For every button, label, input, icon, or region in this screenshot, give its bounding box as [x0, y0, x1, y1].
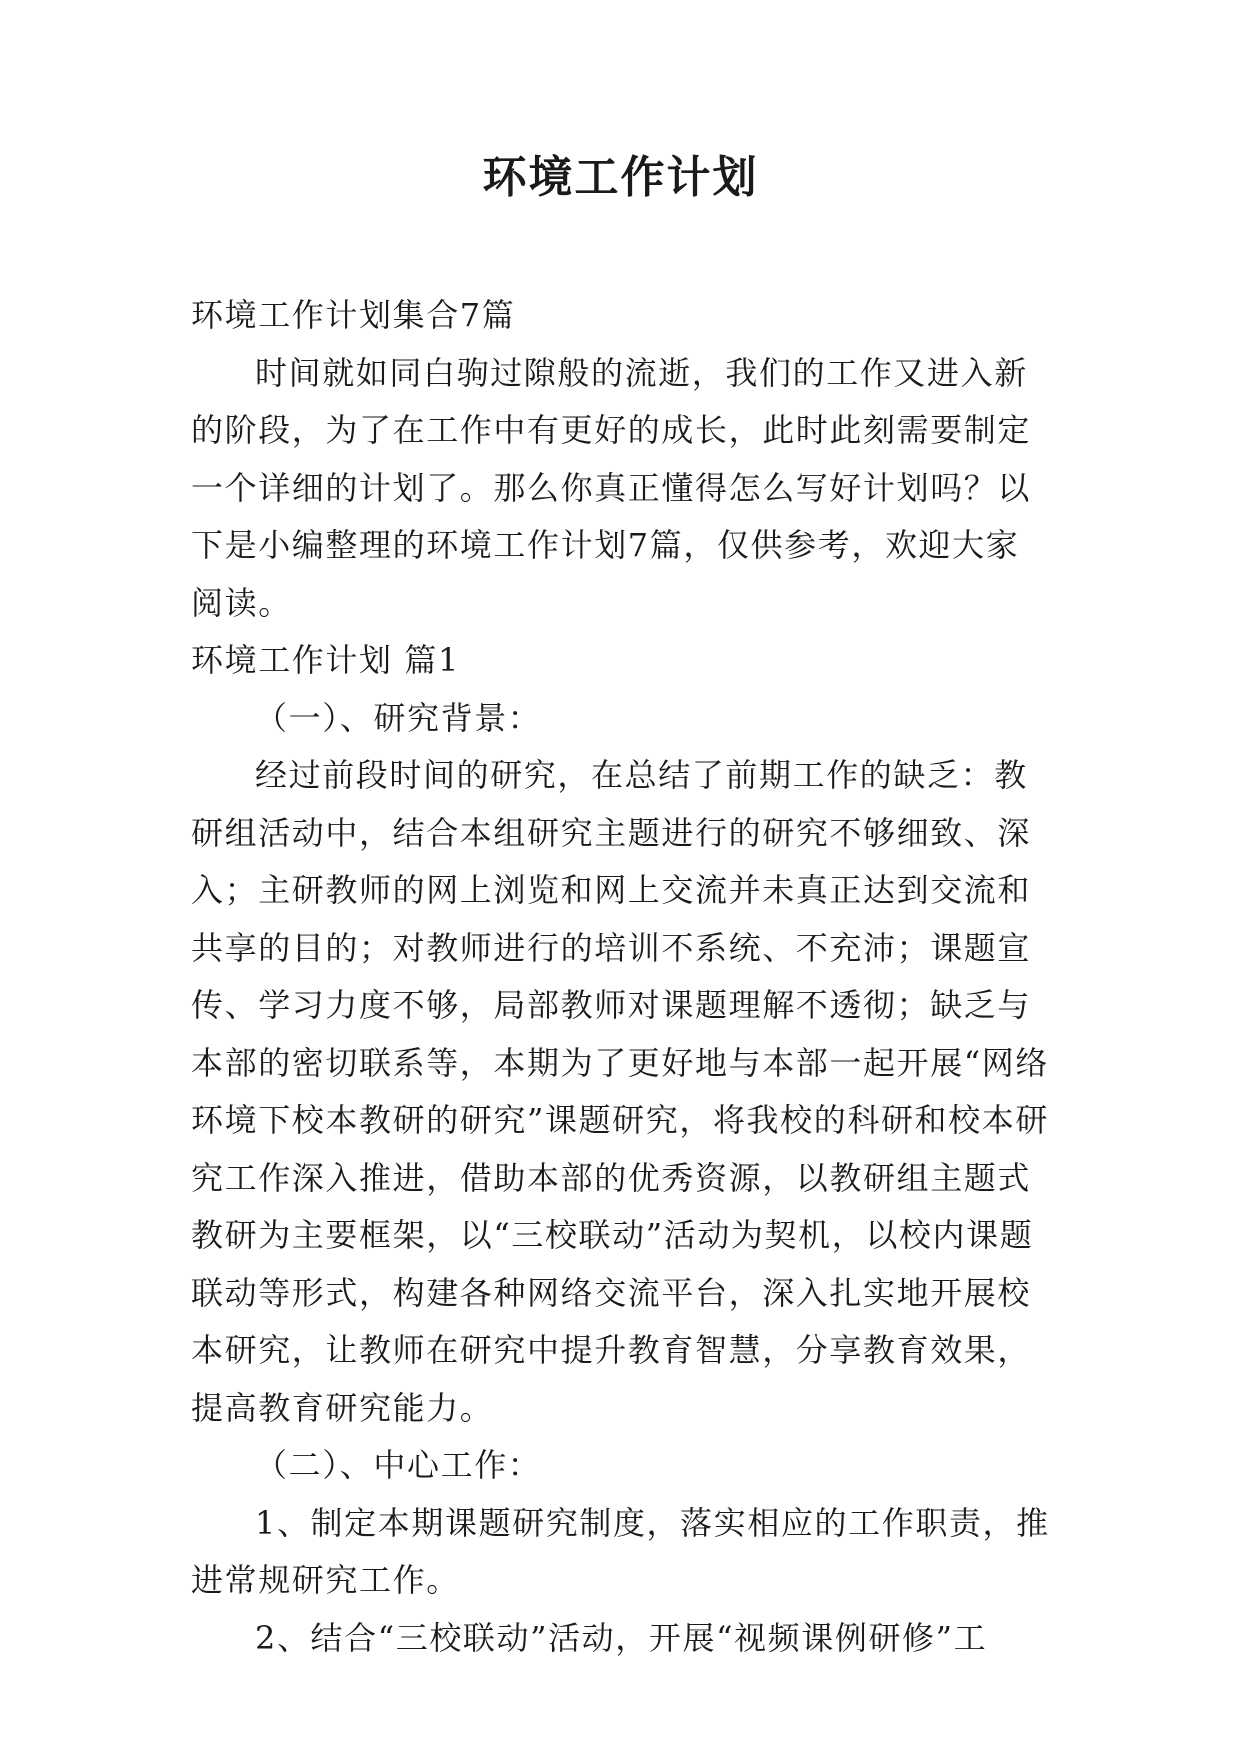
document-title: 环境工作计划	[482, 152, 759, 203]
subsection-heading-background: （一）、研究背景：	[255, 698, 542, 737]
subtitle: 环境工作计划集合7篇	[191, 296, 516, 334]
section-heading: 环境工作计划 篇1	[191, 641, 460, 679]
document-body	[191, 287, 1051, 1667]
subsection-heading-core-work: （二）、中心工作：	[255, 1446, 542, 1484]
background-paragraph: 经过前段时间的研究，在总结了前期工作的缺乏：教研组活动中，结合本组研究主题进行的研究不够细致、深入；主研教师的网上浏览和网上交流并未真正达到交流和共享的目的；对教师进行的培训不系统、不充沛；课题宣传、学习力度不够，局部教师对课题理解不透彻；缺乏与本部的密切联系等，本期为了更好地与本部一起开展“网络环境下校本教研的研究”课题研究，将我校的科研和校本研究工作深入推进，借助本部的优秀资源，以教研组主题式教研为主要框架，以“三校联动”活动为契机，以校内课题联动等形式，构建各种网络交流平台，深入扎实地开展校本研究，让教师在研究中提升教育智慧，分享教育效果，提高教育研究能力。	[191, 756, 1049, 1427]
intro-paragraph: 时间就如同白驹过隙般的流逝，我们的工作又进入新的阶段，为了在工作中有更好的成长，此时此刻需要制定一个详细的计划了。那么你真正懂得怎么写好计划吗？以下是小编整理的环境工作计划7篇，仅供参考，欢迎大家阅读。	[191, 353, 1032, 622]
core-work-item-1: 1、制定本期课题研究制度，落实相应的工作职责，推进常规研究工作。	[191, 1503, 1050, 1599]
core-work-item-2: 2、结合“三校联动”活动，开展“视频课例研修”工	[255, 1618, 988, 1657]
